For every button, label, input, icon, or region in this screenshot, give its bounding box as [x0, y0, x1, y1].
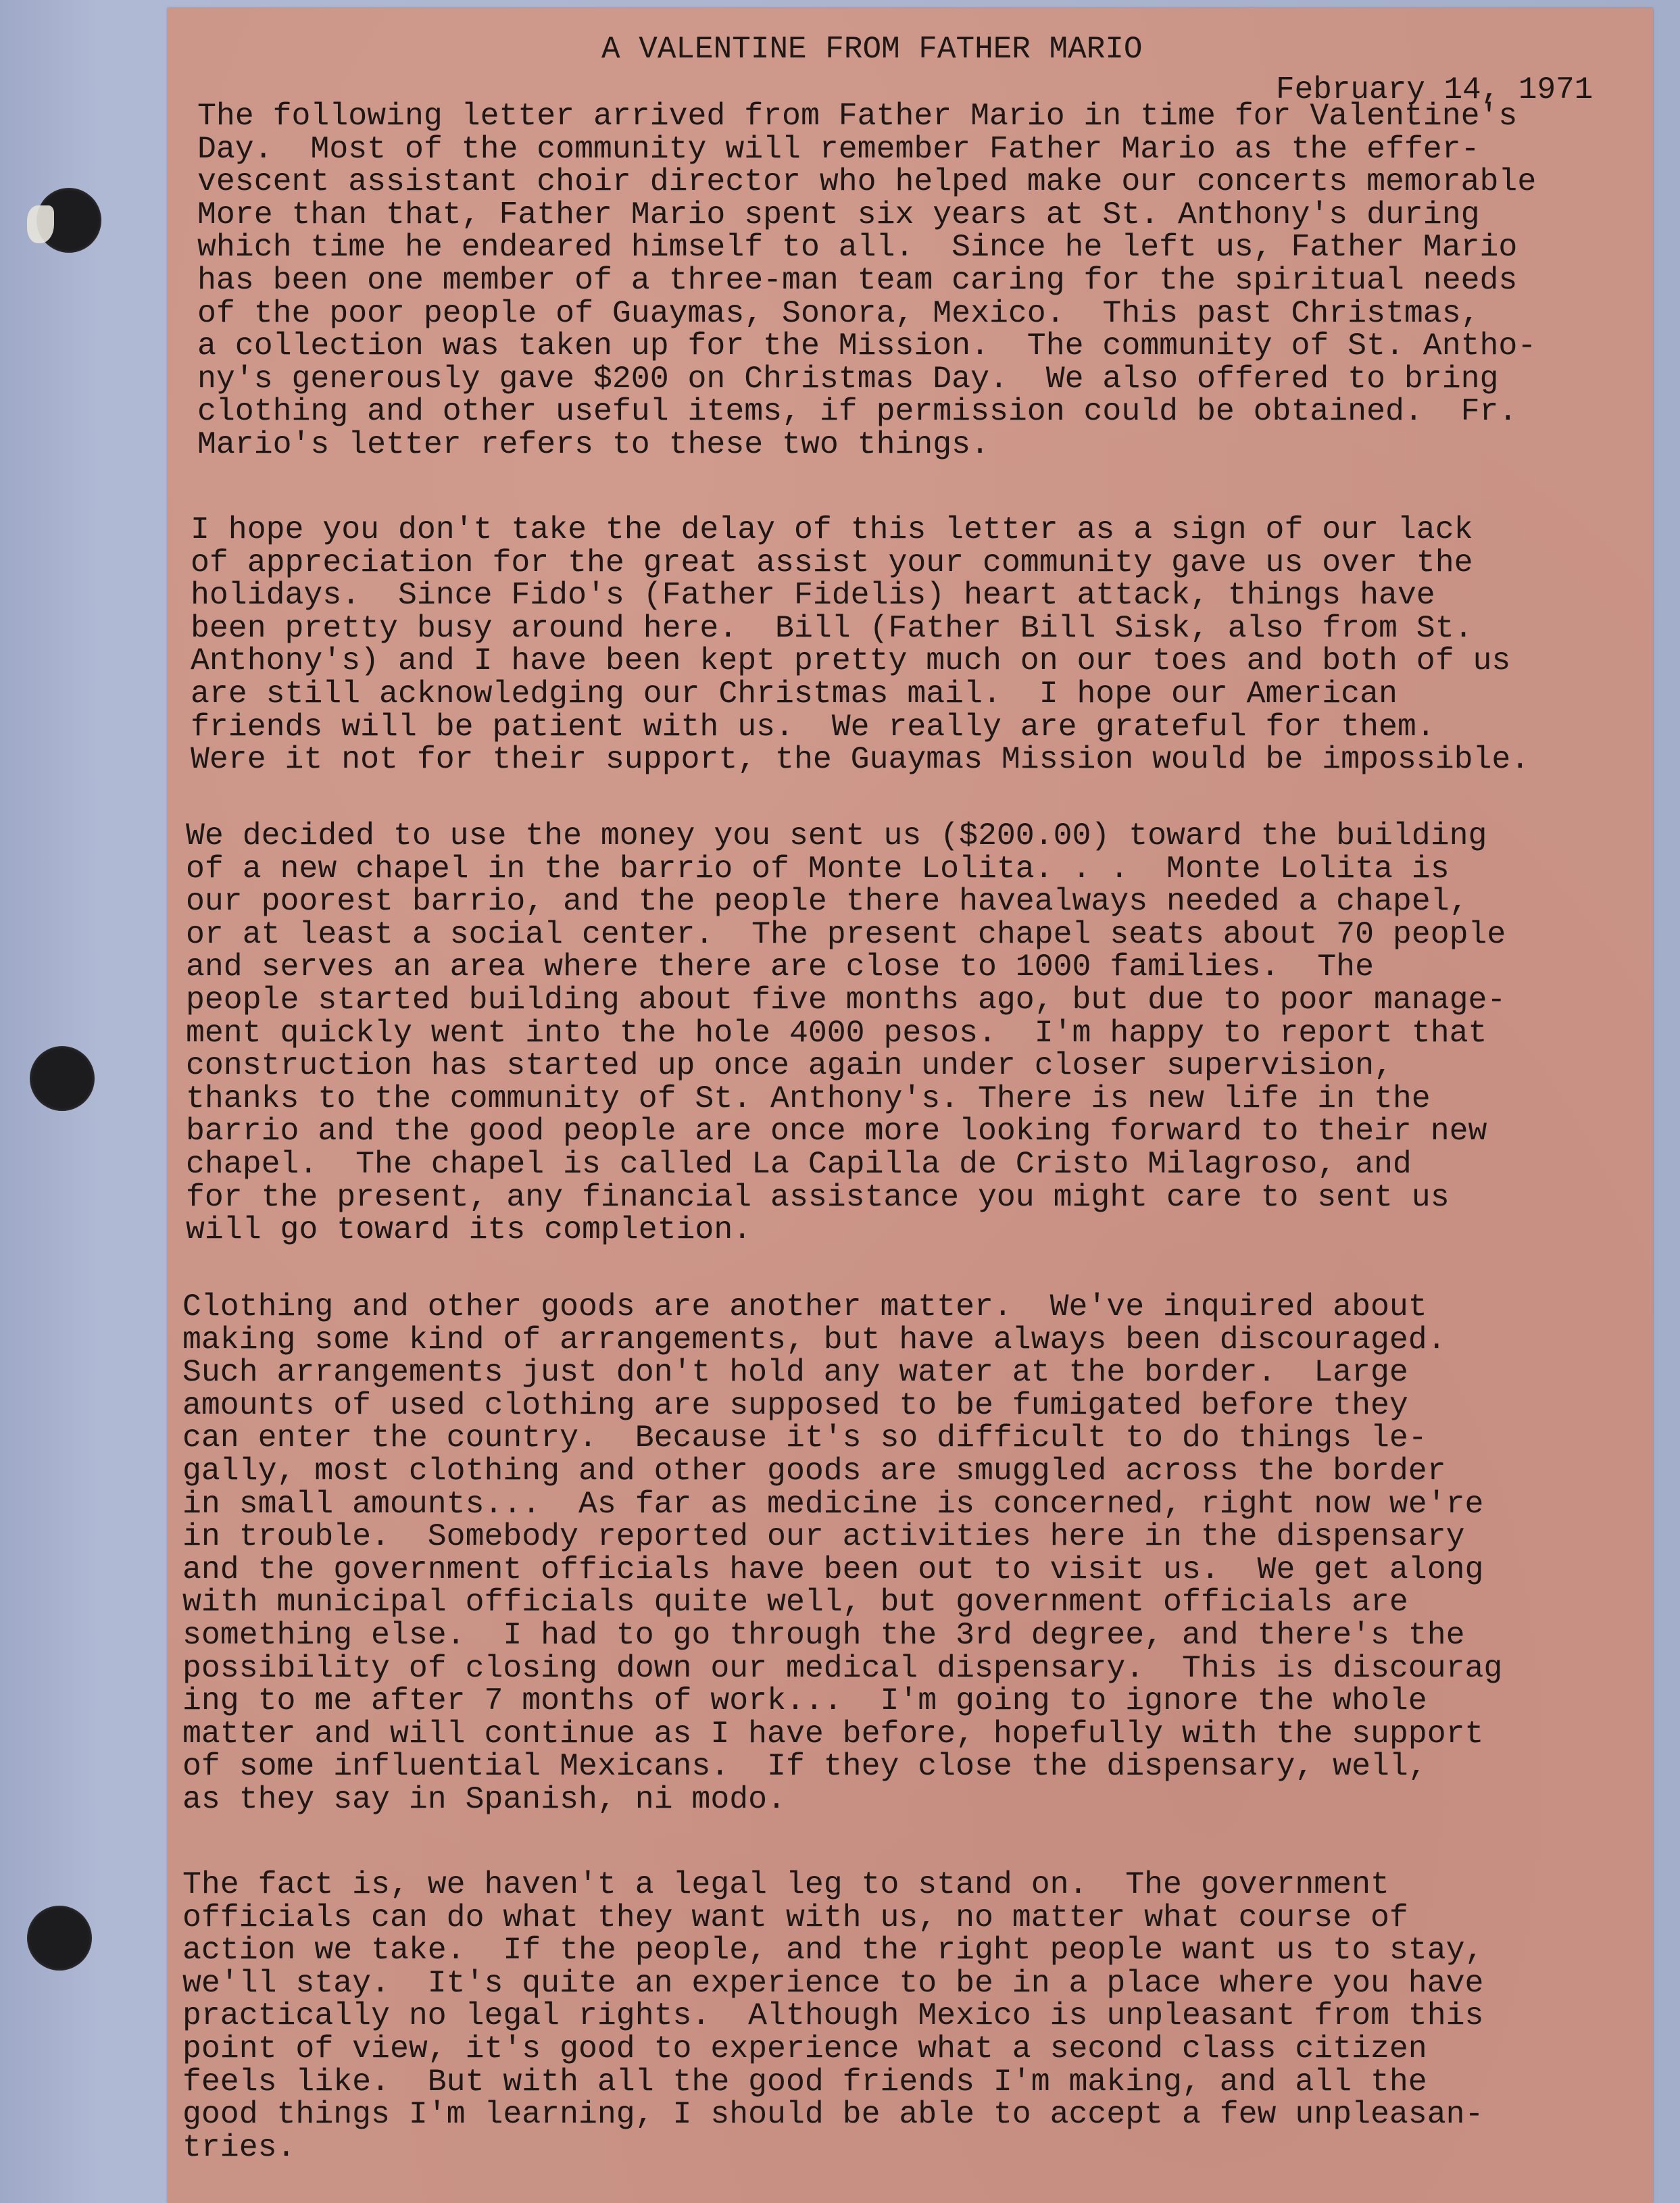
text-line: with municipal officials quite well, but government officials are	[182, 1584, 1408, 1620]
text-line: The fact is, we haven't a legal leg to stand on. The government	[182, 1866, 1389, 1902]
text-line: chapel. The chapel is called La Capilla de Cristo Milagroso, and	[186, 1145, 1412, 1182]
paragraph	[197, 100, 1680, 462]
text-line: been pretty busy around here. Bill (Father Bill Sisk, also from St.	[191, 610, 1473, 646]
text-line: friends will be patient with us. We really are grateful for them.	[191, 708, 1435, 745]
text-line: gally, most clothing and other goods are smuggled across the border	[182, 1452, 1446, 1489]
text-line: a collection was taken up for the Mission. The community of St. Antho-	[197, 328, 1537, 364]
text-line: Such arrangements just don't hold any water at the border. Large	[182, 1354, 1408, 1391]
paragraph	[182, 1291, 1669, 1816]
text-line: holidays. Since Fido's (Father Fidelis) heart attack, things have	[191, 577, 1435, 614]
text-line: has been one member of a three-man team caring for the spiritual needs	[197, 262, 1518, 298]
text-line: will go toward its completion.	[186, 1212, 752, 1248]
text-line: construction has started up once again under closer supervision,	[186, 1047, 1393, 1084]
text-line: can enter the country. Because it's so difficult to do things le-	[182, 1420, 1427, 1456]
text-line: matter and will continue as I have before, hopefully with the support	[182, 1715, 1484, 1752]
text-line: something else. I had to go through the 3rd degree, and there's the	[182, 1616, 1465, 1653]
paragraph	[182, 1868, 1669, 2164]
text-line: practically no legal rights. Although Mexico is unpleasant from this	[182, 1998, 1484, 2034]
text-line: More than that, Father Mario spent six years at St. Anthony's during	[197, 196, 1480, 232]
text-line: and serves an area where there are close to 1000 families. The	[186, 949, 1374, 985]
paragraph	[191, 514, 1677, 776]
text-line: in trouble. Somebody reported our activities here in the dispensary	[182, 1518, 1465, 1555]
text-line: clothing and other useful items, if permission could be obtained. Fr.	[197, 393, 1518, 430]
text-line: of appreciation for the great assist your community gave us over the	[191, 544, 1473, 580]
text-line: ment quickly went into the hole 4000 pesos. I'm happy to report that	[186, 1014, 1487, 1051]
text-line: of a new chapel in the barrio of Monte Lolita. . . Monte Lolita is	[186, 850, 1450, 887]
binder-hole-bottom	[27, 1906, 92, 1971]
text-line: as they say in Spanish, ni modo.	[182, 1781, 786, 1817]
text-line: We decided to use the money you sent us ($200.00) toward the building	[186, 818, 1487, 853]
text-line: good things I'm learning, I should be able to accept a few unpleasan-	[182, 2096, 1484, 2133]
text-line: in small amounts... As far as medicine is concerned, right now we're	[182, 1485, 1484, 1522]
text-line: vescent assistant choir director who helped make our concerts memorable	[197, 164, 1537, 200]
binder-hole-middle	[30, 1046, 95, 1111]
text-line: Mario's letter refers to these two things.	[197, 426, 989, 462]
text-line: amounts of used clothing are supposed to be fumigated before they	[182, 1387, 1408, 1423]
text-line: making some kind of arrangements, but have always been discouraged.	[182, 1321, 1446, 1358]
text-line: Day. Most of the community will remember Father Mario as the effer-	[197, 130, 1480, 167]
text-line: ny's generously gave $200 on Christmas Day. We also offered to bring	[197, 360, 1499, 397]
text-line: are still acknowledging our Christmas mail. I hope our American	[191, 675, 1398, 712]
text-line: which time he endeared himself to all. Since he left us, Father Mario	[197, 229, 1518, 266]
text-line: barrio and the good people are once more looking forward to their new	[186, 1113, 1487, 1149]
text-line: thanks to the community of St. Anthony's. There is new life in the	[186, 1080, 1431, 1116]
text-line: Anthony's) and I have been kept pretty much on our toes and both of us	[191, 643, 1511, 679]
text-line: feels like. But with all the good friends I'm making, and all the	[182, 2063, 1427, 2100]
text-line: officials can do what they want with us, no matter what course of	[182, 1899, 1408, 1935]
document-date: February 14, 1971	[1276, 72, 1593, 107]
text-line: of the poor people of Guaymas, Sonora, Mexico. This past Christmas,	[197, 295, 1480, 331]
document-title: A VALENTINE FROM FATHER MARIO	[601, 32, 1143, 67]
text-line: people started building about five months ago, but due to poor manage-	[186, 981, 1506, 1018]
text-line: Were it not for their support, the Guaymas Mission would be impossible.	[191, 741, 1530, 778]
text-line: for the present, any financial assistance you might care to sent us	[186, 1179, 1450, 1215]
text-line: tries.	[182, 2129, 296, 2165]
text-line: ing to me after 7 months of work... I'm going to ignore the whole	[182, 1683, 1427, 1719]
text-line: possibility of closing down our medical dispensary. This is discourag	[182, 1650, 1503, 1686]
text-line: and the government officials have been out to visit us. We get along	[182, 1551, 1484, 1587]
text-line: I hope you don't take the delay of this letter as a sign of our lack	[191, 512, 1473, 547]
text-line: or at least a social center. The present chapel seats about 70 people	[186, 916, 1506, 952]
text-line: we'll stay. It's quite an experience to be in a place where you have	[182, 1964, 1484, 2001]
text-line: our poorest barrio, and the people there havealways needed a chapel,	[186, 883, 1468, 920]
text-line: The following letter arrived from Father Mario in time for Valentine's	[197, 98, 1518, 134]
binder-hole-top	[36, 188, 101, 253]
text-line: Clothing and other goods are another matter. We've inquired about	[182, 1289, 1427, 1325]
text-line: of some influential Mexicans. If they close the dispensary, well,	[182, 1748, 1427, 1785]
text-line: action we take. If the people, and the right people want us to stay,	[182, 1932, 1484, 1969]
paragraph	[186, 820, 1673, 1247]
text-line: point of view, it's good to experience what a second class citizen	[182, 2030, 1427, 2066]
